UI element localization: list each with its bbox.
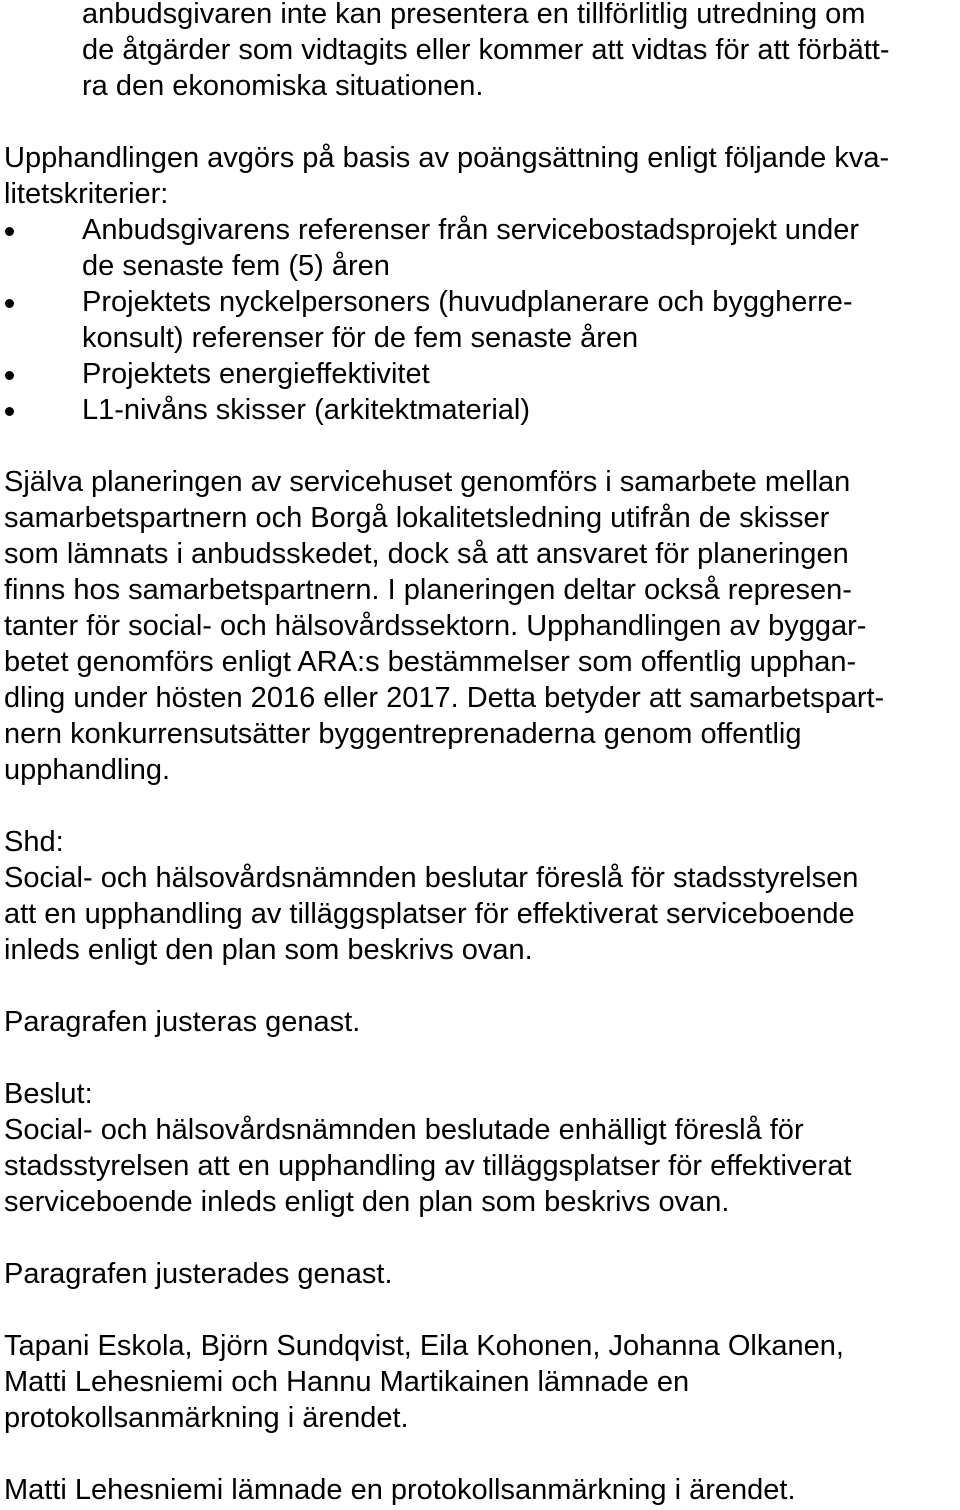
criteria-intro-line: Upphandlingen avgörs på basis av poängsättning enligt följande kva- xyxy=(4,142,890,174)
document-page xyxy=(4,0,954,1508)
protocol-note-line: Matti Lehesniemi och Hannu Martikainen lämnade en xyxy=(4,1366,690,1398)
protocol-note-line: Tapani Eskola, Björn Sundqvist, Eila Kohonen, Johanna Olkanen, xyxy=(4,1330,844,1362)
shd-section xyxy=(4,824,954,968)
criteria-item-text: Projektets energieffektivitet xyxy=(82,358,430,390)
beslut-label: Beslut: xyxy=(4,1078,93,1110)
planning-line: dling under hösten 2016 eller 2017. Detta betyder att samarbetspart- xyxy=(4,682,885,714)
bullet-icon xyxy=(5,407,14,416)
intro-paragraph xyxy=(4,0,954,104)
criteria-intro-paragraph xyxy=(4,140,954,212)
criteria-item-text: L1-nivåns skisser (arkitektmaterial) xyxy=(82,394,531,426)
beslut-line: stadsstyrelsen att en upphandling av tilläggsplatser för effektiverat xyxy=(4,1150,852,1182)
criteria-item xyxy=(4,284,954,356)
criteria-item-text: de senaste fem (5) åren xyxy=(82,250,390,282)
beslut-section xyxy=(4,1076,954,1220)
intro-line: ra den ekonomiska situationen. xyxy=(82,70,484,102)
criteria-item xyxy=(4,392,954,428)
beslut-adjust-note: Paragrafen justerades genast. xyxy=(4,1258,393,1290)
shd-line: inleds enligt den plan som beskrivs ovan. xyxy=(4,934,533,966)
planning-line: samarbetspartnern och Borgå lokalitetsledning utifrån de skisser xyxy=(4,502,830,534)
beslut-line: Social- och hälsovårdsnämnden beslutade enhälligt föreslå för xyxy=(4,1114,804,1146)
planning-line: finns hos samarbetspartnern. I planeringen deltar också represen- xyxy=(4,574,852,606)
final-note: Matti Lehesniemi lämnade en protokollsanmärkning i ärendet. xyxy=(4,1474,796,1506)
planning-line: tanter för social- och hälsovårdssektorn. Upphandlingen av byggar- xyxy=(4,610,867,642)
criteria-list xyxy=(4,212,954,428)
bullet-icon xyxy=(5,371,14,380)
intro-line: de åtgärder som vidtagits eller kommer att vidtas för att förbätt- xyxy=(82,34,890,66)
shd-adjust-note: Paragrafen justeras genast. xyxy=(4,1006,361,1038)
shd-line: Social- och hälsovårdsnämnden beslutar föreslå för stadsstyrelsen xyxy=(4,862,859,894)
planning-paragraph xyxy=(4,464,954,788)
beslut-line: serviceboende inleds enligt den plan som beskrivs ovan. xyxy=(4,1186,730,1218)
protocol-note-line: protokollsanmärkning i ärendet. xyxy=(4,1402,409,1434)
shd-label: Shd: xyxy=(4,826,64,858)
planning-line: nern konkurrensutsätter byggentreprenaderna genom offentlig xyxy=(4,718,802,750)
criteria-item xyxy=(4,356,954,392)
planning-line: Själva planeringen av servicehuset genomförs i samarbete mellan xyxy=(4,466,851,498)
protocol-note-paragraph xyxy=(4,1328,954,1436)
planning-line: betet genomförs enligt ARA:s bestämmelser som offentlig upphan- xyxy=(4,646,857,678)
bullet-icon xyxy=(5,299,14,308)
planning-line: upphandling. xyxy=(4,754,171,786)
criteria-item-text: konsult) referenser för de fem senaste åren xyxy=(82,322,639,354)
shd-line: att en upphandling av tilläggsplatser för effektiverat serviceboende xyxy=(4,898,855,930)
criteria-item-text: Anbudsgivarens referenser från servicebostadsprojekt under xyxy=(82,214,859,246)
criteria-item xyxy=(4,212,954,284)
criteria-item-text: Projektets nyckelpersoners (huvudplanerare och byggherre- xyxy=(82,286,853,318)
planning-line: som lämnats i anbudsskedet, dock så att ansvaret för planeringen xyxy=(4,538,849,570)
intro-line: anbudsgivaren inte kan presentera en tillförlitlig utredning om xyxy=(82,0,866,30)
bullet-icon xyxy=(5,227,14,236)
criteria-intro-line: litetskriterier: xyxy=(4,178,169,210)
